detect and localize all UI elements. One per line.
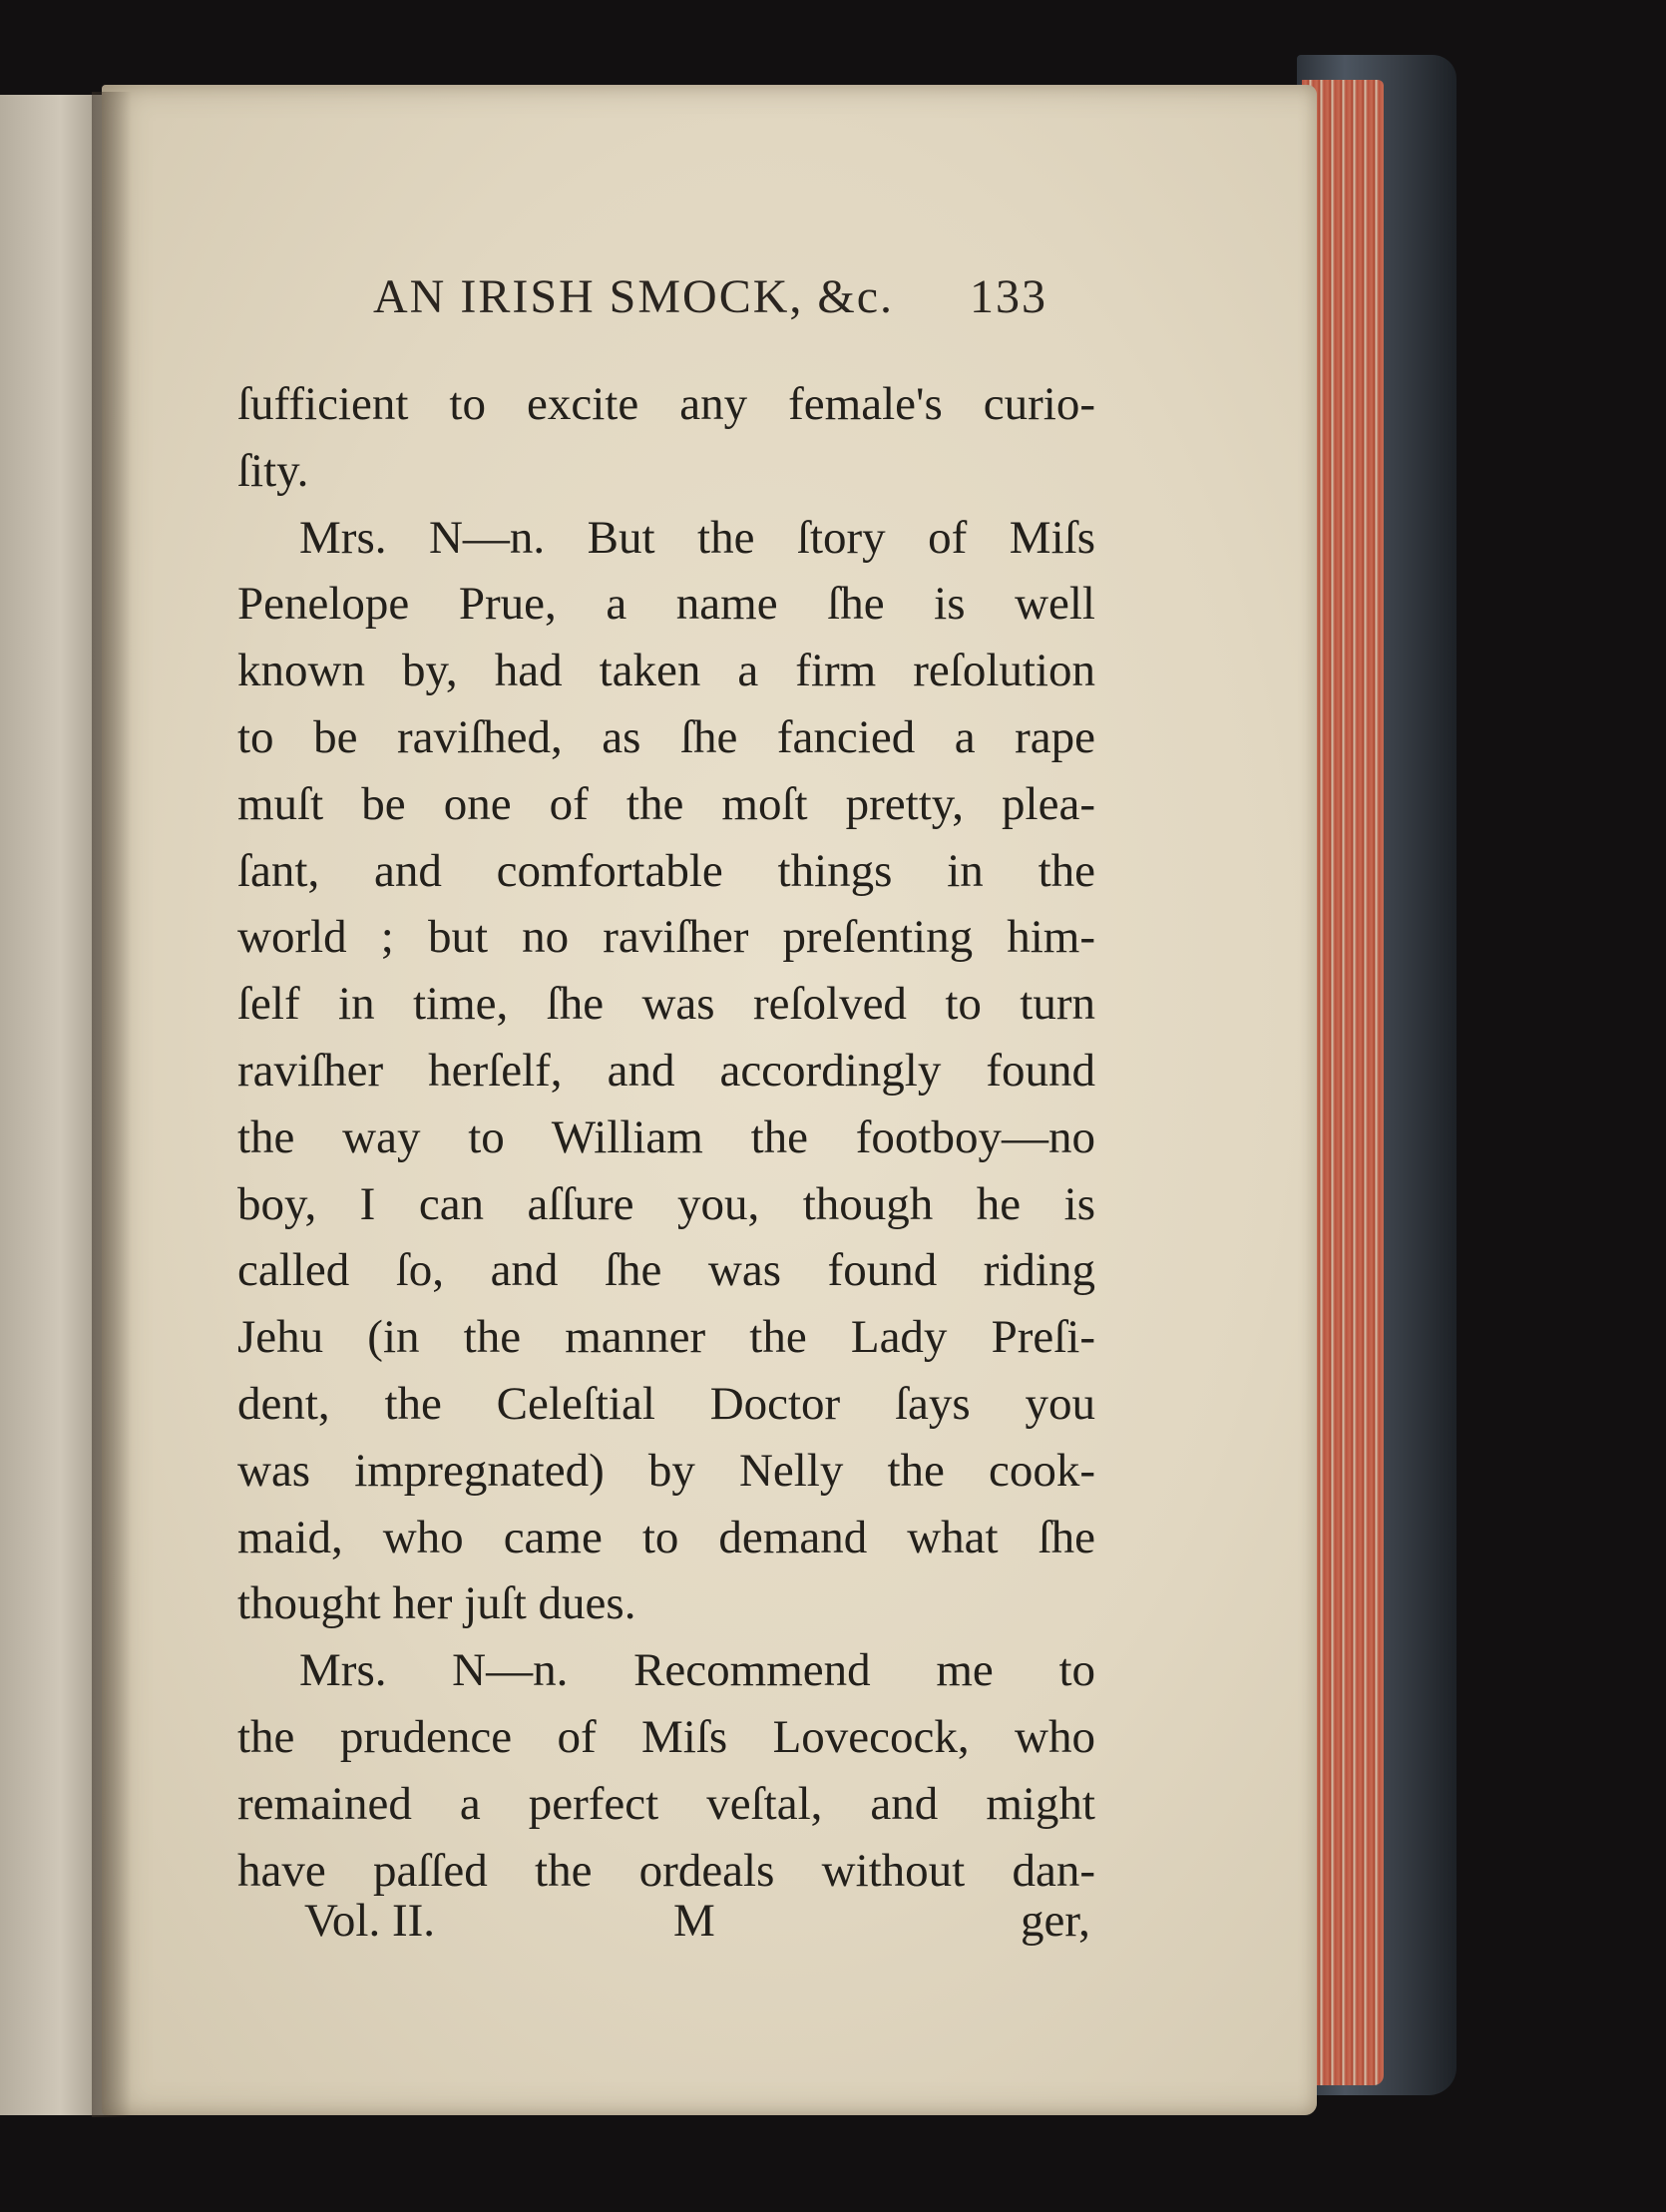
text-line: world ; but no raviſher preſenting him- [237, 911, 1095, 964]
body-text [237, 371, 1095, 1904]
text-line: Mrs. N—n. Recommend me to [299, 1644, 1095, 1697]
text-line: ſant, and comfortable things in the [237, 844, 1095, 897]
text-line: was impregnated) by Nelly the cook- [237, 1444, 1095, 1497]
text-line: the prudence of Miſs Lovecock, who [237, 1710, 1095, 1763]
text-line: thought her juſt dues. [237, 1577, 636, 1630]
text-line: remained a perfect veſtal, and might [237, 1777, 1095, 1830]
signature-line [304, 1894, 1122, 1964]
text-line: maid, who came to demand what ſhe [237, 1511, 1095, 1563]
book-gutter-shadow [92, 92, 132, 2117]
text-line: Mrs. N—n. But the ſtory of Miſs [299, 511, 1095, 564]
volume-label: Vol. II. [304, 1895, 435, 1947]
signature-mark: M [673, 1895, 715, 1947]
text-line: to be raviſhed, as ſhe fancied a rape [237, 710, 1095, 763]
running-head-title: AN IRISH SMOCK, &c. [373, 270, 895, 323]
text-line: called ſo, and ſhe was found riding [237, 1244, 1095, 1297]
text-line: known by, had taken a firm reſolution [237, 645, 1095, 697]
text-line: ſufficient to excite any female's curio- [237, 378, 1095, 430]
text-line: Jehu (in the manner the Lady Preſi- [237, 1311, 1095, 1364]
text-line: muſt be one of the moſt pretty, plea- [237, 777, 1095, 830]
text-line: ſity. [237, 444, 309, 497]
text-line: Penelope Prue, a name ſhe is well [237, 578, 1095, 631]
running-head [269, 269, 1087, 339]
text-line: boy, I can aſſure you, though he is [237, 1177, 1095, 1230]
text-line: have paſſed the ordeals without dan- [237, 1844, 1095, 1897]
text-line: the way to William the footboy—no [237, 1110, 1095, 1163]
text-line: raviſher herſelf, and accordingly found [237, 1044, 1095, 1097]
text-line: ſelf in time, ſhe was reſolved to turn [237, 978, 1095, 1031]
catchword: ger, [1021, 1895, 1090, 1947]
text-line: dent, the Celeſtial Doctor ſays you [237, 1377, 1095, 1430]
page-number: 133 [970, 270, 1047, 323]
